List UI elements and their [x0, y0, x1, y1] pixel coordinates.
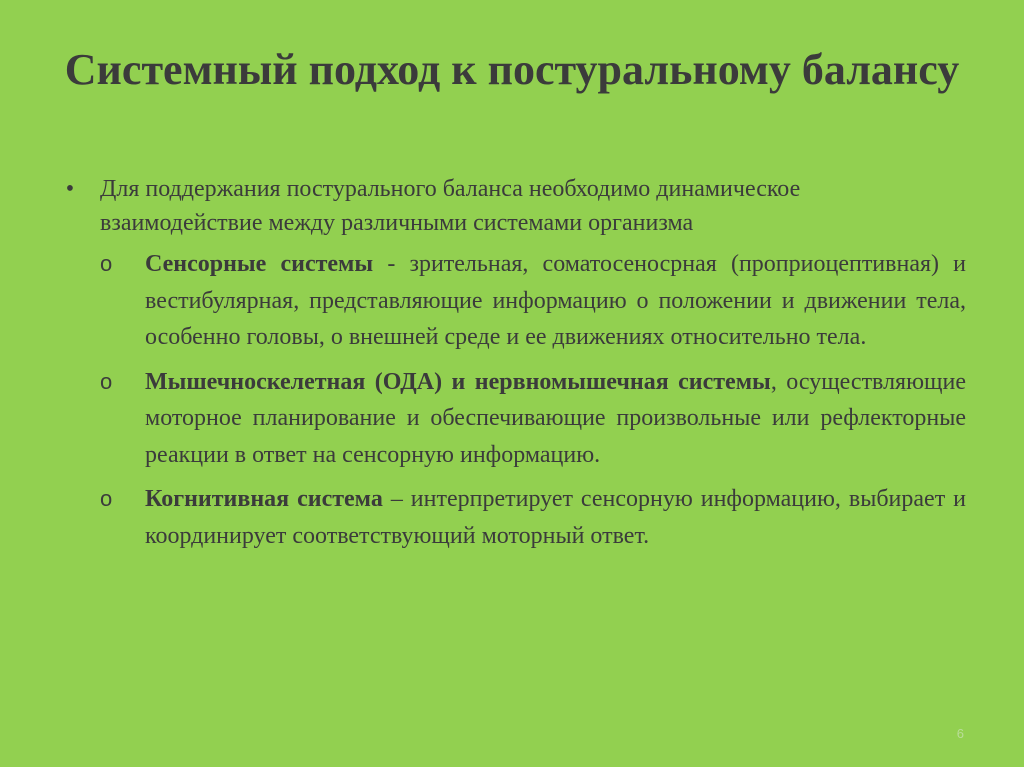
- sub-bullet-term: Сенсорные системы: [145, 251, 374, 277]
- sub-bullet-musculoskeletal: [60, 364, 966, 474]
- sub-bullet-sensory: [60, 246, 966, 356]
- page-number: 6: [956, 726, 964, 741]
- bullet-dot-icon: •: [65, 176, 75, 202]
- circle-bullet-icon: o: [100, 368, 113, 394]
- sub-bullet-list: [60, 246, 966, 554]
- main-bullet: [60, 172, 966, 240]
- sub-bullet-text: – интерпретирует сенсорную информацию, выбирает и координирует соответствующий моторный ответ.: [145, 486, 966, 549]
- sub-bullet-text: - зрительная, соматосеносрная (проприоцептивная) и вестибулярная, представляющие информацию о положении и движении тела, особенно головы, о внешней среде и ее движениях относительно тела.: [145, 251, 967, 350]
- circle-bullet-icon: o: [100, 251, 113, 276]
- sub-bullet-term: Мышечноскелетная (ОДА) и нервномышечная системы: [145, 368, 771, 395]
- sub-bullet-term: Когнитивная система: [145, 486, 383, 512]
- sub-bullet-cognitive: [60, 481, 966, 554]
- sub-bullet-text: , осуществляющие моторное планирование и обеспечивающие произвольные или рефлекторные реакции в ответ на сенсорную информацию.: [145, 368, 966, 468]
- slide-content: [60, 172, 966, 562]
- slide-title: Системный подход к постуральному балансу: [64, 45, 960, 94]
- main-bullet-text: Для поддержания постурального баланса необходимо динамическое взаимодействие между различными системами организма: [100, 176, 801, 236]
- circle-bullet-icon: o: [100, 486, 113, 511]
